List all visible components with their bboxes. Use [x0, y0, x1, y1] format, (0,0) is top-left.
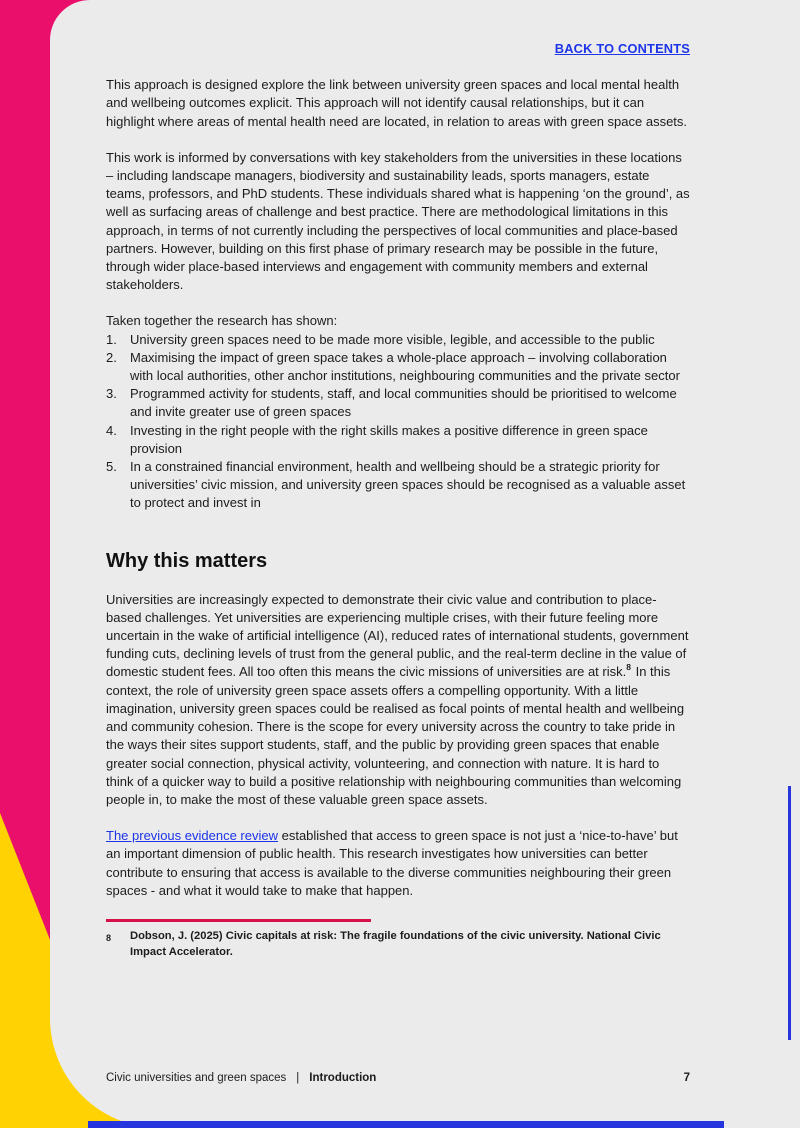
- intro-paragraph-2: This work is informed by conversations with key stakeholders from the universities in these locations – including landscape managers, biodiversity and sustainability leads, sports managers, estate teams, professors, and PhD students. These individuals shared what is happening ‘on the ground’, as well as surfacing areas of challenge and best practice. There are methodological limitations in this approach, in terms of not currently including the perspectives of local communities and place-based partners. However, building on this first phase of primary research may be possible in the future, through wider place-based interviews and engagement with community members and external stakeholders.: [106, 149, 690, 293]
- list-item-text: Programmed activity for students, staff, and local communities should be prioritised to welcome and invite greater use of green spaces: [130, 386, 677, 420]
- list-item: [106, 422, 690, 458]
- list-item-text: University green spaces need to be made more visible, legible, and accessible to the public: [130, 331, 655, 347]
- footnote: [106, 929, 690, 960]
- footnote-reference: 8: [626, 662, 631, 673]
- list-item-number: 2.: [106, 349, 117, 365]
- paragraph-text: Universities are increasingly expected to demonstrate their civic value and contribution to place-based challenges. Yet universities are experiencing multiple crises, with their future feeling more uncertain in the wake of artificial intelligence (AI), reduced rates of international students, government funding cuts, declining levels of trust from the general public, and the real-term decline in the value of domestic student fees. All too often this means the civic missions of universities are at risk.: [106, 591, 689, 680]
- previous-evidence-review-link[interactable]: The previous evidence review: [106, 828, 278, 844]
- paragraph-text: established that access to green space is not just a ‘nice-to-have’ but an important dimension of public health. This research investigates how universities can better contribute to ensuring that access is available to the diverse communities neighbouring their green spaces - and what it would take to make that happen.: [106, 828, 678, 898]
- list-item: [106, 458, 690, 513]
- footnote-marker: 8: [106, 932, 112, 943]
- findings-lead: Taken together the research has shown:: [106, 313, 338, 329]
- bottom-blue-accent-bar: [88, 1121, 724, 1128]
- list-item-number: 3.: [106, 386, 117, 402]
- why-paragraph-2: [106, 827, 690, 900]
- list-item: [106, 331, 690, 349]
- footer-separator: |: [296, 1072, 300, 1084]
- document-page: [50, 0, 800, 1128]
- footnote-text: Dobson, J. (2025) Civic capitals at risk: The fragile foundations of the civic university. National Civic Impact Accelerator.: [130, 929, 661, 958]
- findings-list: [106, 331, 690, 513]
- list-item-number: 5.: [106, 459, 117, 475]
- footnote-divider: [106, 919, 371, 922]
- page-number: 7: [683, 1072, 690, 1084]
- section-heading: Why this matters: [106, 549, 268, 572]
- why-paragraph-1: [106, 591, 690, 809]
- page-content: [50, 0, 800, 960]
- footer-doc-title: Civic universities and green spaces: [106, 1072, 287, 1084]
- intro-paragraph-1: This approach is designed explore the link between university green spaces and local mental health and wellbeing outcomes explicit. This approach will not identify causal relationships, but it can highlight where areas of mental health need are located, in relation to areas with green space assets.: [106, 77, 688, 129]
- right-blue-accent-line: [788, 786, 791, 1040]
- back-to-contents-link[interactable]: BACK TO CONTENTS: [554, 41, 690, 56]
- list-item-number: 1.: [106, 331, 117, 347]
- list-item-text: Investing in the right people with the right skills makes a positive difference in green space provision: [130, 422, 648, 456]
- list-item-text: In a constrained financial environment, health and wellbeing should be a strategic priority for universities’ civic mission, and university green spaces should be recognised as a valuable asset to protect and invest in: [130, 459, 686, 511]
- list-item: [106, 385, 690, 421]
- footer-section-name: Introduction: [309, 1072, 377, 1084]
- back-link-row: [106, 40, 690, 58]
- page-footer: [106, 1072, 690, 1084]
- list-item-text: Maximising the impact of green space takes a whole-place approach – involving collaboration with local authorities, other anchor institutions, neighbouring communities and the private sector: [130, 349, 680, 384]
- list-item: [106, 349, 690, 385]
- list-item-number: 4.: [106, 422, 117, 438]
- paragraph-text: In this context, the role of university green space assets offers a compelling opportunity. With a little imagination, university green spaces could be realised as focal points of mental health and wellbeing and community cohesion. There is the scope for every university across the country to take pride in the ways their sites support students, staff, and the public by providing green spaces that enable greater social connection, physical activity, volunteering, and connection with nature. It is hard to think of a quicker way to build a positive relationship with neighbouring communities than welcoming people in, to make the most of these valuable green space assets.: [106, 664, 685, 807]
